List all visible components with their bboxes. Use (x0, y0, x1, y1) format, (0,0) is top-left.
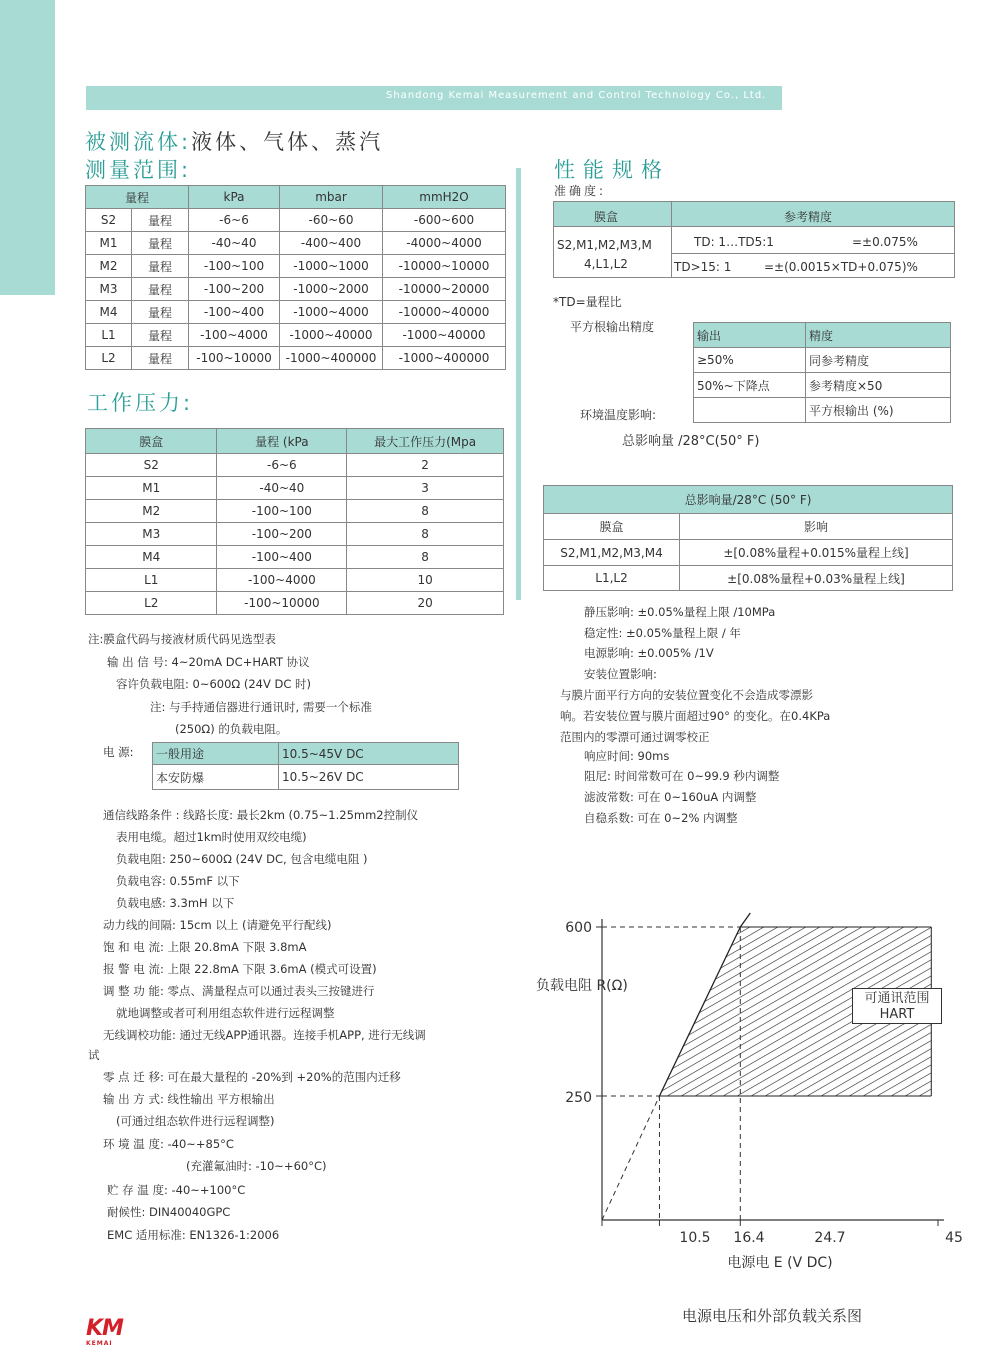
note-line: 注:膜盒代码与接液材质代码见选型表 (88, 632, 276, 646)
table-cell: ≥50% (694, 348, 806, 373)
effect-line: 滤波常数: 可在 0~160uA 内调整 (584, 790, 757, 804)
table-row (544, 514, 953, 540)
table-row (86, 347, 506, 370)
table-row (694, 348, 951, 373)
note-line: 报 警 电 流: 上限 22.8mA 下限 3.6mA (模式可设置) (103, 962, 377, 976)
table-cell: -400~400 (280, 232, 383, 255)
table-cell: M3 (86, 523, 217, 546)
effect-title: 总影响量/28°C (50° F) (544, 486, 953, 514)
table-cell: -6~6 (189, 209, 280, 232)
effect-line: 稳定性: ±0.05%量程上限 / 年 (584, 626, 741, 640)
note-line: 零 点 迁 移: 可在最大量程的 -20%到 +20%的范围内迁移 (103, 1070, 401, 1084)
boundary-ext (740, 913, 750, 927)
table-row (86, 569, 504, 592)
table-row (86, 255, 506, 278)
note-line: 注: 与手持通信器进行通讯时, 需要一个标准 (150, 700, 372, 714)
table-cell: 量程 (131, 301, 188, 324)
table-cell: ±[0.08%量程+0.015%量程上线] (680, 540, 953, 566)
x-tick-label: 45 (945, 1230, 963, 1246)
table-cell: -6~6 (217, 454, 347, 477)
table-row (86, 454, 504, 477)
table-cell: 10.5~45V DC (279, 743, 459, 765)
x-tick-label: 10.5 (679, 1230, 711, 1246)
note-line: 通信线路条件 : 线路长度: 最长2km (0.75~1.25mm2控制仪 (103, 808, 419, 822)
table-cell: M4 (86, 546, 217, 569)
range-table (85, 185, 506, 370)
effect-line: 电源影响: ±0.005% /1V (584, 646, 714, 660)
note-line: 容许负载电阻: 0~600Ω (24V DC 时) (116, 677, 312, 691)
acc-cell: =±(0.0015×TD+0.075)% (764, 260, 918, 274)
table-cell: S2 (86, 454, 217, 477)
power-label: 电 源: (103, 745, 134, 759)
note-line: 耐候性: DIN40040GPC (107, 1205, 231, 1219)
fluid-label: 被测流体: (85, 130, 192, 154)
table-row (86, 546, 504, 569)
table-cell: 量程 (131, 347, 188, 370)
table-row (86, 209, 506, 232)
logo-sub: KEMAI (86, 1340, 113, 1347)
effect-line: 自稳系数: 可在 0~2% 内调整 (584, 811, 738, 825)
table-cell: L2 (86, 592, 217, 615)
table-cell: M2 (86, 500, 217, 523)
table-cell: 量程 (131, 324, 188, 347)
table-cell: -100~400 (217, 546, 347, 569)
pressure-table-header (86, 429, 504, 454)
sqrt-label: 平方根输出精度 (570, 320, 655, 334)
table-cell: 膜盒 (544, 514, 680, 540)
table-cell: -40~40 (189, 232, 280, 255)
y-tick-label: 250 (565, 1090, 592, 1106)
table-cell: 参考精度×50 (806, 373, 951, 398)
table-cell: 影响 (680, 514, 953, 540)
y-axis-label: 负载电阻 R(Ω) (536, 978, 628, 994)
table-cell: M1 (86, 477, 217, 500)
table-cell: 量程 (131, 209, 188, 232)
table-cell: -10000~10000 (383, 255, 506, 278)
table-cell: 同参考精度 (806, 348, 951, 373)
table-cell: -600~600 (383, 209, 506, 232)
table-row (86, 523, 504, 546)
table-row (86, 278, 506, 301)
table-cell: 10 (347, 569, 504, 592)
effect-line: 安装位置影响: (584, 667, 657, 681)
fluid-value: 液体、气体、蒸汽 (191, 130, 384, 154)
range-table-header (86, 186, 506, 209)
table-cell: S2,M1,M2,M3,M4 (544, 540, 680, 566)
table-cell: -100~4000 (189, 324, 280, 347)
side-accent-bar (0, 0, 55, 295)
note-line: (充灌氟油时: -10~+60°C) (186, 1159, 327, 1173)
table-cell (694, 398, 806, 423)
cell-divider (671, 202, 672, 277)
table-cell: -1000~4000 (280, 301, 383, 324)
note-line: (250Ω) 的负载电阻。 (175, 722, 288, 736)
table-cell: -100~200 (189, 278, 280, 301)
table-cell: 20 (347, 592, 504, 615)
accuracy-table (553, 201, 955, 278)
y-tick-label: 600 (565, 920, 592, 936)
table-cell: 50%~下降点 (694, 373, 806, 398)
acc-caps: S2,M1,M2,M3,M (557, 238, 652, 252)
table-cell: 2 (347, 454, 504, 477)
note-line: (可通过组态软件进行远程调整) (116, 1114, 275, 1128)
range-th: kPa (189, 186, 280, 209)
table-cell: -100~400 (189, 301, 280, 324)
acc-caps: 4,L1,L2 (584, 257, 628, 271)
table-row (544, 566, 953, 591)
table-cell: -40~40 (217, 477, 347, 500)
load-chart (530, 900, 970, 1290)
x-tick-label: 16.4 (733, 1230, 765, 1246)
table-row (86, 232, 506, 255)
x-axis-label: 电源电 E (V DC) (727, 1255, 833, 1271)
table-cell: -100~100 (217, 500, 347, 523)
table-cell: L2 (86, 347, 132, 370)
note-line: EMC 适用标准: EN1326-1:2006 (107, 1228, 280, 1242)
note-line: 表用电缆。超过1km时使用双绞电缆) (116, 830, 307, 844)
env-label: 环境温度影响: (580, 408, 657, 422)
total-effect-label: 总影响量 /28°C(50° F) (622, 434, 760, 449)
td-note: *TD=量程比 (553, 295, 622, 309)
table-cell: -1000~1000 (280, 255, 383, 278)
table-cell: M2 (86, 255, 132, 278)
table-cell: -10000~20000 (383, 278, 506, 301)
note-line: 试 (88, 1048, 100, 1062)
effect-line: 与膜片面平行方向的安装位置变化不会造成零漂影 (560, 688, 813, 702)
perf-heading: 性能规格 (554, 158, 670, 182)
table-row (694, 398, 951, 423)
boundary-dashed (602, 1096, 659, 1220)
table-row (153, 743, 459, 765)
acc-cell: =±0.075% (852, 235, 918, 249)
table-cell: -1000~400000 (383, 347, 506, 370)
effect-line: 阻尼: 时间常数可在 0~99.9 秒内调整 (584, 769, 780, 783)
table-cell: 8 (347, 500, 504, 523)
table-row (544, 486, 953, 514)
chart-title: 电源电压和外部负载关系图 (682, 1307, 863, 1325)
table-row (86, 324, 506, 347)
acc-cell: TD>15: 1 (674, 260, 732, 274)
effect-table (543, 485, 953, 591)
table-cell: -1000~2000 (280, 278, 383, 301)
table-cell: L1,L2 (544, 566, 680, 591)
table-cell: 量程 (131, 278, 188, 301)
table-cell: 量程 (131, 255, 188, 278)
table-cell: -60~60 (280, 209, 383, 232)
note-line: 输 出 信 号: 4~20mA DC+HART 协议 (107, 655, 310, 669)
table-row (86, 301, 506, 324)
table-cell: L1 (86, 569, 217, 592)
table-cell: 量程 (131, 232, 188, 255)
column-divider (516, 168, 521, 600)
acc-th: 膜盒 (594, 210, 619, 224)
kemai-logo (86, 1318, 132, 1348)
pressure-heading: 工作压力: (87, 391, 194, 415)
note-line: 输 出 方 式: 线性输出 平方根输出 (103, 1092, 275, 1106)
note-line: 就地调整或者可利用组态软件进行远程调整 (116, 1006, 335, 1020)
x-tick-label: 24.7 (814, 1230, 846, 1246)
note-line: 负载电感: 3.3mH 以下 (116, 896, 235, 910)
pressure-table (85, 428, 504, 615)
table-cell: 精度 (806, 323, 951, 348)
sqrt-table (693, 322, 951, 423)
cell-divider (671, 253, 954, 254)
table-cell: 8 (347, 523, 504, 546)
note-line: 动力线的间隔: 15cm 以上 (请避免平行配线) (103, 918, 332, 932)
table-cell: -100~100 (189, 255, 280, 278)
note-line: 无线调校功能: 通过无线APP通讯器。连接手机APP, 进行无线调 (103, 1028, 426, 1042)
company-name: Shandong Kemai Measurement and Control Technology Co., Ltd. (386, 90, 767, 101)
table-row (86, 500, 504, 523)
range-th: mbar (280, 186, 383, 209)
table-cell: -100~200 (217, 523, 347, 546)
effect-line: 响。若安装位置与膜片面超过90° 的变化。在0.4KPa (560, 709, 831, 723)
table-cell: M1 (86, 232, 132, 255)
note-line: 负载电阻: 250~600Ω (24V DC, 包含电缆电阻 ) (116, 852, 368, 866)
note-line: 环 境 温 度: -40~+85°C (103, 1137, 234, 1151)
table-cell: 输出 (694, 323, 806, 348)
note-line: 调 整 功 能: 零点、满量程点可以通过表头三按键进行 (103, 984, 375, 998)
table-cell: -4000~4000 (383, 232, 506, 255)
table-cell: ±[0.08%量程+0.03%量程上线] (680, 566, 953, 591)
table-cell: -1000~40000 (383, 324, 506, 347)
logo-mark: KM (86, 1316, 123, 1341)
table-cell: -1000~40000 (280, 324, 383, 347)
table-cell: 本安防爆 (153, 765, 279, 790)
table-cell: -10000~40000 (383, 301, 506, 324)
table-row (86, 477, 504, 500)
table-cell: -1000~400000 (280, 347, 383, 370)
table-row (544, 540, 953, 566)
table-cell: L1 (86, 324, 132, 347)
pressure-th: 量程 (kPa (217, 429, 347, 454)
range-heading: 测量范围: (85, 158, 192, 182)
table-cell: 平方根输出 (%) (806, 398, 951, 423)
pressure-th: 膜盒 (86, 429, 217, 454)
table-cell: 3 (347, 477, 504, 500)
acc-cell: TD: 1…TD5:1 (694, 235, 774, 249)
acc-th: 参考精度 (784, 210, 833, 224)
table-cell: 10.5~26V DC (279, 765, 459, 790)
table-cell: -100~4000 (217, 569, 347, 592)
effect-line: 范围内的零漂可通过调零校正 (560, 730, 710, 744)
table-cell: -100~10000 (189, 347, 280, 370)
range-th: mmH2O (383, 186, 506, 209)
table-cell: M3 (86, 278, 132, 301)
effect-line: 响应时间: 90ms (584, 749, 670, 763)
table-cell: S2 (86, 209, 132, 232)
power-table (152, 742, 459, 790)
table-row (694, 323, 951, 348)
note-line: 负载电容: 0.55mF 以下 (116, 874, 240, 888)
pressure-th: 最大工作压力(Mpa (347, 429, 504, 454)
table-cell: -100~10000 (217, 592, 347, 615)
table-row (153, 765, 459, 790)
table-row (86, 592, 504, 615)
range-th: 量程 (86, 186, 189, 209)
table-cell: 一般用途 (153, 743, 279, 765)
table-cell: M4 (86, 301, 132, 324)
effect-line: 静压影响: ±0.05%量程上限 /10MPa (584, 605, 776, 619)
note-line: 饱 和 电 流: 上限 20.8mA 下限 3.8mA (103, 940, 307, 954)
table-cell: 8 (347, 546, 504, 569)
accuracy-label: 准确度: (554, 184, 607, 198)
fluid-heading (85, 126, 383, 156)
table-row (694, 373, 951, 398)
hart-region-label: 可通讯范围 HART (852, 988, 942, 1024)
note-line: 贮 存 温 度: -40~+100°C (107, 1183, 246, 1197)
